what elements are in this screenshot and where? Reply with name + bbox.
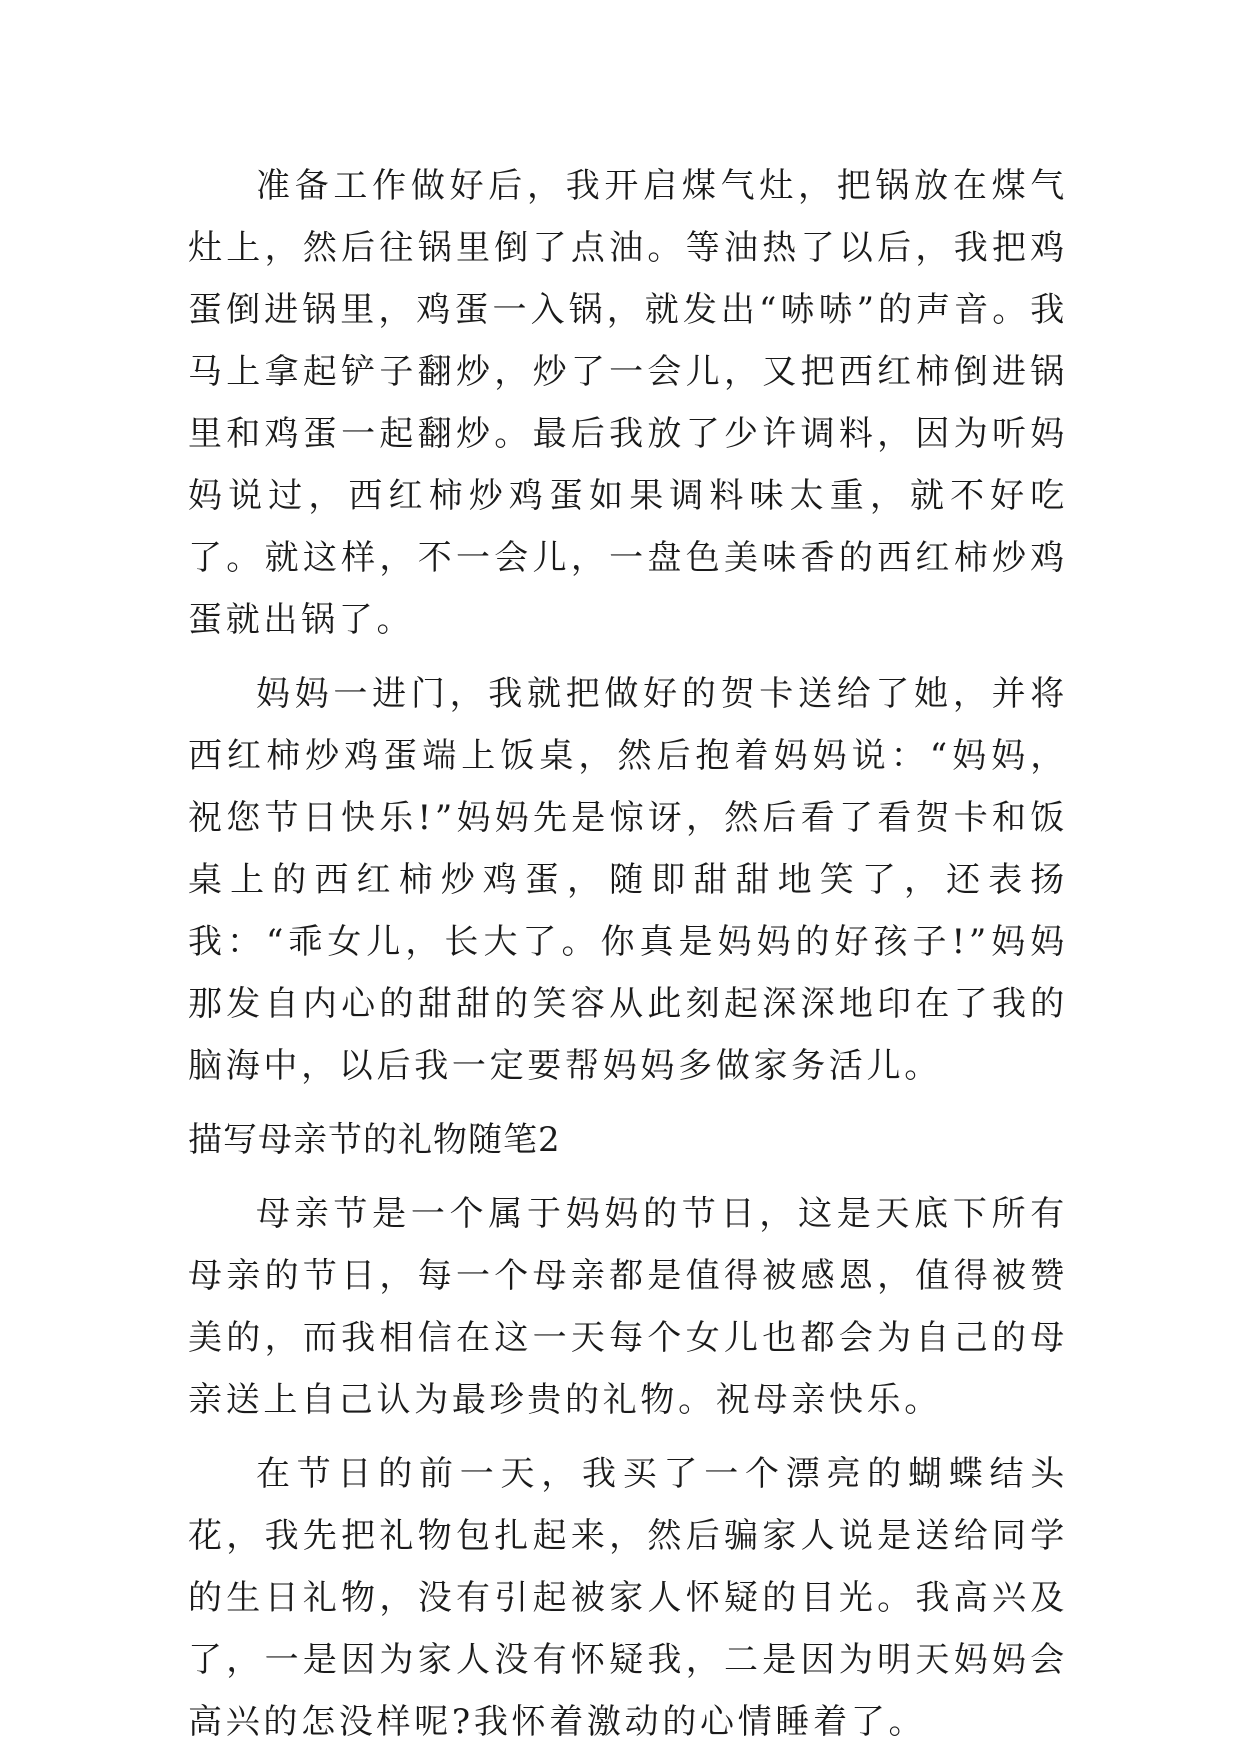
paragraph-mother-returns: 妈妈一进门，我就把做好的贺卡送给了她，并将西红柿炒鸡蛋端上饭桌，然后抱着妈妈说：“妈妈，祝您节日快乐!”妈妈先是惊讶，然后看了看贺卡和饭桌上的西红柿炒鸡蛋，随即甜甜地笑了，还表扬我：“乖女儿，长大了。你真是妈妈的好孩子!”妈妈那发自内心的甜甜的笑容从此刻起深深地印在了我的脑海中，以后我一定要帮妈妈多做家务活儿。 [188,674,1068,1086]
paragraph-cooking: 准备工作做好后，我开启煤气灶，把锅放在煤气灶上，然后往锅里倒了点油。等油热了以后，我把鸡蛋倒进锅里，鸡蛋一入锅，就发出“哧哧”的声音。我马上拿起铲子翻炒，炒了一会儿，又把西红柿倒进锅里和鸡蛋一起翻炒。最后我放了少许调料，因为听妈妈说过，西红柿炒鸡蛋如果调料味太重，就不好吃了。就这样，不一会儿，一盘色美味香的西红柿炒鸡蛋就出锅了。 [188,166,1068,640]
paragraph-gift-preparation: 在节日的前一天，我买了一个漂亮的蝴蝶结头花，我先把礼物包扎起来，然后骗家人说是送给同学的生日礼物，没有引起被家人怀疑的目光。我高兴及了，一是因为家人没有怀疑我，二是因为明天妈妈会高兴的怎没样呢?我怀着激动的心情睡着了。 [188,1454,1068,1742]
paragraph-spacer [188,651,1068,663]
paragraph-spacer [188,1171,1068,1183]
document-body [188,155,1068,1753]
paragraph-mothers-day-intro: 母亲节是一个属于妈妈的节日，这是天底下所有母亲的节日，每一个母亲都是值得被感恩，值得被赞美的，而我相信在这一天每个女儿也都会为自己的母亲送上自己认为最珍贵的礼物。祝母亲快乐。 [188,1194,1068,1420]
paragraph-spacer [188,1097,1068,1109]
paragraph-spacer [188,1431,1068,1443]
section-heading: 描写母亲节的礼物随笔2 [188,1120,561,1160]
